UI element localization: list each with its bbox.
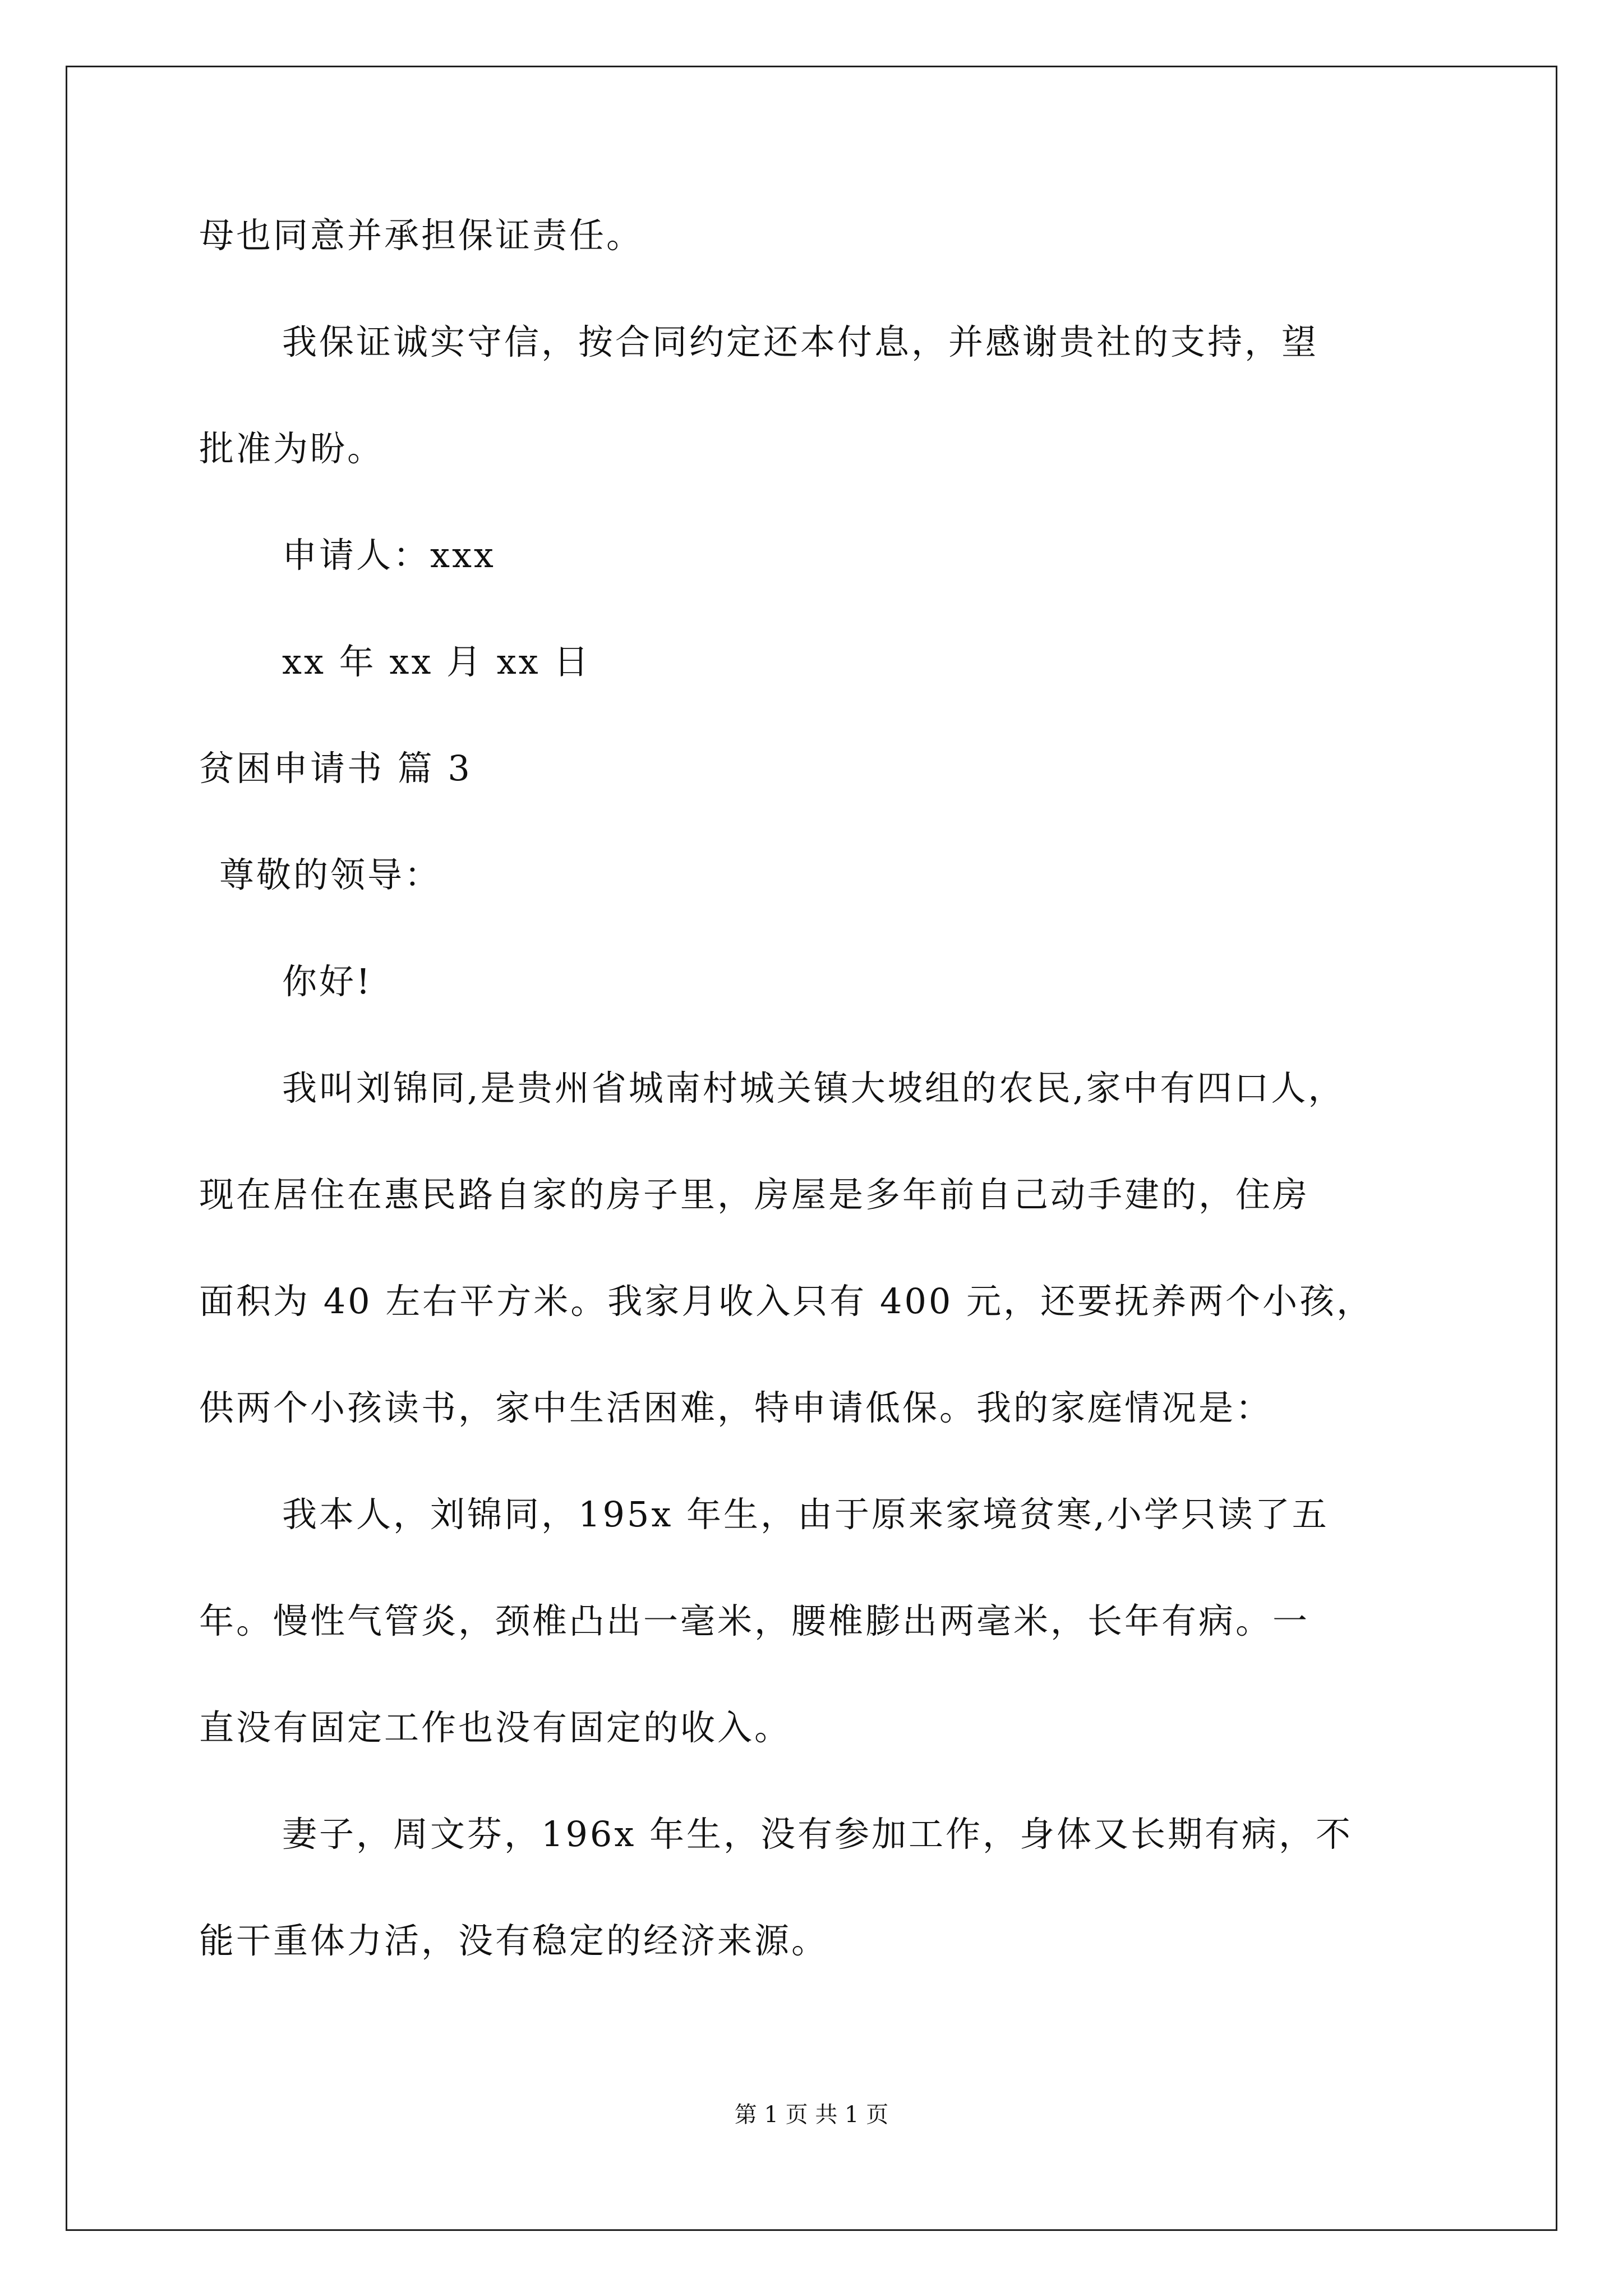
salutation: 尊敬的领导： xyxy=(219,854,442,895)
text-line: 直没有固定工作也没有固定的收入。 xyxy=(199,1707,792,1748)
text-line: 我保证诚实守信，按合同约定还本付息，并感谢贵社的支持，望 xyxy=(282,321,1319,362)
text-line: 能干重体力活，没有稳定的经济来源。 xyxy=(199,1920,829,1961)
text-line: 现在居住在惠民路自家的房子里，房屋是多年前自己动手建的，住房 xyxy=(199,1174,1310,1215)
page-footer: 第 1 页 共 1 页 xyxy=(734,2102,889,2128)
text-line: 母也同意并承担保证责任。 xyxy=(199,215,644,256)
text-line: 我叫刘锦同,是贵州省城南村城关镇大坡组的农民,家中有四口人， xyxy=(282,1068,1345,1108)
text-line: 妻子，周文芬，196x 年生，没有参加工作，身体又长期有病，不 xyxy=(282,1814,1353,1855)
applicant-line: 申请人：xxx xyxy=(282,535,496,576)
greeting: 你好! xyxy=(282,961,372,1002)
text-line: 面积为 40 左右平方米。我家月收入只有 400 元，还要抚养两个小孩， xyxy=(199,1281,1374,1322)
page-border xyxy=(66,66,1557,2231)
section-title: 贫困申请书 篇 3 xyxy=(199,748,472,789)
text-line: 年。慢性气管炎，颈椎凸出一毫米，腰椎膨出两毫米，长年有病。一 xyxy=(199,1600,1310,1641)
text-line: 供两个小孩读书，家中生活困难，特申请低保。我的家庭情况是： xyxy=(199,1387,1273,1428)
date-line: xx 年 xx 月 xx 日 xyxy=(282,641,591,682)
text-line: 我本人，刘锦同，195x 年生，由于原来家境贫寒,小学只读了五 xyxy=(282,1494,1329,1535)
text-line: 批准为盼。 xyxy=(199,428,385,469)
